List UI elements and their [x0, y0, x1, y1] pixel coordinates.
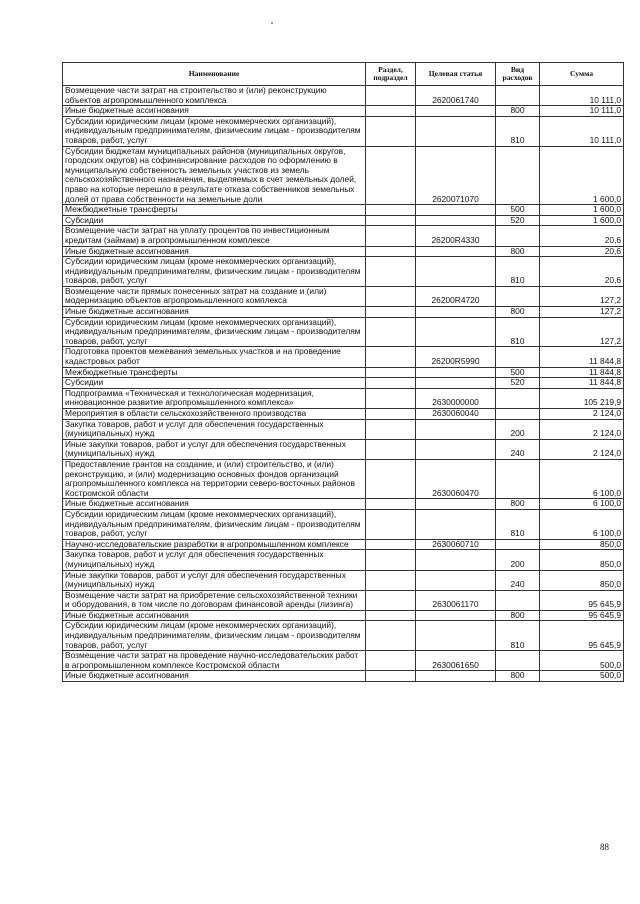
cell-section — [366, 388, 416, 408]
cell-section — [366, 307, 416, 318]
cell-expense-type — [496, 146, 540, 205]
cell-name: Возмещение части затрат на уплату процентов по инвестиционным кредитам (займам) в агропромышленном комплексе — [63, 226, 366, 246]
cell-section — [366, 246, 416, 257]
cell-expense-type: 500 — [496, 367, 540, 378]
table-row — [63, 439, 624, 459]
cell-target-article: 26200R5990 — [416, 347, 496, 367]
cell-section — [366, 409, 416, 420]
cell-amount: 6 100,0 — [540, 509, 624, 539]
table-row — [63, 317, 624, 347]
table-row — [63, 590, 624, 610]
cell-name: Иные бюджетные ассигнования — [63, 610, 366, 621]
table-body — [63, 86, 624, 682]
cell-expense-type: 810 — [496, 257, 540, 287]
cell-section — [366, 610, 416, 621]
cell-target-article — [416, 246, 496, 257]
table-row — [63, 539, 624, 550]
table-row — [63, 610, 624, 621]
table-row — [63, 205, 624, 216]
cell-target-article — [416, 205, 496, 216]
cell-name: Субсидии юридическим лицам (кроме некоммерческих организаций), индивидуальным предпринимателям, физическим лицам - производителям товаров, работ, услуг — [63, 317, 366, 347]
table-row — [63, 146, 624, 205]
cell-target-article — [416, 116, 496, 146]
cell-name: Иные бюджетные ассигнования — [63, 307, 366, 318]
header-expense-type: Вид расходов — [496, 63, 540, 86]
cell-amount: 2 124,0 — [540, 419, 624, 439]
cell-section — [366, 226, 416, 246]
cell-expense-type: 520 — [496, 378, 540, 389]
cell-amount: 127,2 — [540, 307, 624, 318]
cell-section — [366, 459, 416, 498]
cell-expense-type: 240 — [496, 570, 540, 590]
cell-amount: 127,2 — [540, 317, 624, 347]
cell-target-article: 2630060710 — [416, 539, 496, 550]
table-row — [63, 307, 624, 318]
cell-amount: 500,0 — [540, 671, 624, 682]
cell-section — [366, 215, 416, 226]
cell-expense-type: 200 — [496, 550, 540, 570]
cell-expense-type — [496, 459, 540, 498]
cell-target-article: 2630060470 — [416, 459, 496, 498]
cell-name: Межбюджетные трансферты — [63, 205, 366, 216]
cell-name: Субсидии бюджетам муниципальных районов (муниципальных округов, городских округов) на софинансирование расходов по оформлению в муниципальную собственность земельных участков из земель сельскохозяйственного назначения, выделяемых в счет земельных долей, право на которые перешло в результате отказа собственников земельных долей от права собственности на земельные доли — [63, 146, 366, 205]
cell-amount: 2 124,0 — [540, 439, 624, 459]
cell-name: Научно-исследовательские разработки в агропромышленном комплексе — [63, 539, 366, 550]
cell-section — [366, 439, 416, 459]
table-row — [63, 671, 624, 682]
table-row — [63, 509, 624, 539]
cell-name: Иные бюджетные ассигнования — [63, 106, 366, 117]
table-row — [63, 651, 624, 671]
cell-target-article: 2630061650 — [416, 651, 496, 671]
cell-name: Субсидии юридическим лицам (кроме некоммерческих организаций), индивидуальным предпринимателям, физическим лицам - производителям товаров, работ, услуг — [63, 257, 366, 287]
cell-amount: 1 600,0 — [540, 215, 624, 226]
cell-section — [366, 146, 416, 205]
cell-section — [366, 651, 416, 671]
cell-name: Субсидии — [63, 215, 366, 226]
table-row — [63, 378, 624, 389]
cell-target-article — [416, 257, 496, 287]
table-row — [63, 367, 624, 378]
cell-target-article — [416, 550, 496, 570]
cell-amount: 1 600,0 — [540, 205, 624, 216]
cell-target-article — [416, 106, 496, 117]
cell-target-article: 2630000000 — [416, 388, 496, 408]
cell-section — [366, 106, 416, 117]
cell-name: Подготовка проектов межевания земельных участков и на проведение кадастровых работ — [63, 347, 366, 367]
cell-name: Иные бюджетные ассигнования — [63, 499, 366, 510]
table-row — [63, 286, 624, 306]
cell-section — [366, 378, 416, 389]
cell-name: Закупка товаров, работ и услуг для обеспечения государственных (муниципальных) нужд — [63, 419, 366, 439]
cell-target-article: 2620071070 — [416, 146, 496, 205]
cell-amount: 850,0 — [540, 550, 624, 570]
cell-section — [366, 205, 416, 216]
cell-amount: 10 111,0 — [540, 116, 624, 146]
cell-expense-type — [496, 347, 540, 367]
cell-expense-type — [496, 388, 540, 408]
cell-expense-type — [496, 539, 540, 550]
cell-amount: 127,2 — [540, 286, 624, 306]
cell-amount: 105 219,9 — [540, 388, 624, 408]
cell-expense-type — [496, 86, 540, 106]
table-row — [63, 106, 624, 117]
cell-section — [366, 317, 416, 347]
cell-name: Возмещение части затрат на строительство и (или) реконструкцию объектов агропромышленного комплекса — [63, 86, 366, 106]
table-row — [63, 215, 624, 226]
budget-table — [62, 62, 624, 682]
cell-section — [366, 671, 416, 682]
cell-target-article — [416, 317, 496, 347]
cell-section — [366, 86, 416, 106]
table-header-row — [63, 63, 624, 86]
cell-amount: 20,6 — [540, 246, 624, 257]
cell-target-article: 2630061170 — [416, 590, 496, 610]
cell-expense-type: 800 — [496, 307, 540, 318]
cell-target-article: 2630060040 — [416, 409, 496, 420]
cell-target-article: 26200R4330 — [416, 226, 496, 246]
cell-expense-type — [496, 651, 540, 671]
table-row — [63, 388, 624, 408]
cell-target-article — [416, 671, 496, 682]
cell-expense-type: 800 — [496, 246, 540, 257]
cell-amount: 11 844,8 — [540, 367, 624, 378]
cell-target-article — [416, 419, 496, 439]
header-amount: Сумма — [540, 63, 624, 86]
cell-target-article: 2620061740 — [416, 86, 496, 106]
cell-section — [366, 509, 416, 539]
cell-amount: 850,0 — [540, 539, 624, 550]
table-row — [63, 246, 624, 257]
cell-expense-type — [496, 286, 540, 306]
cell-amount: 95 645,9 — [540, 610, 624, 621]
cell-section — [366, 257, 416, 287]
table-row — [63, 409, 624, 420]
cell-name: Межбюджетные трансферты — [63, 367, 366, 378]
scan-speck — [271, 22, 273, 24]
table-row — [63, 86, 624, 106]
cell-expense-type: 800 — [496, 106, 540, 117]
cell-section — [366, 570, 416, 590]
cell-target-article — [416, 439, 496, 459]
cell-name: Субсидии — [63, 378, 366, 389]
cell-target-article: 26200R4720 — [416, 286, 496, 306]
cell-amount: 500,0 — [540, 651, 624, 671]
cell-target-article — [416, 307, 496, 318]
cell-amount: 6 100,0 — [540, 459, 624, 498]
table-row — [63, 347, 624, 367]
table-row — [63, 621, 624, 651]
cell-amount: 95 645,9 — [540, 590, 624, 610]
cell-expense-type: 800 — [496, 610, 540, 621]
cell-name: Возмещение части затрат на проведение научно-исследовательских работ в агропромышленном комплексе Костромской области — [63, 651, 366, 671]
cell-expense-type: 800 — [496, 671, 540, 682]
cell-amount: 11 844,8 — [540, 347, 624, 367]
cell-expense-type: 810 — [496, 317, 540, 347]
cell-section — [366, 499, 416, 510]
header-name: Наименование — [63, 63, 366, 86]
cell-target-article — [416, 215, 496, 226]
header-target-article: Целевая статья — [416, 63, 496, 86]
cell-expense-type: 520 — [496, 215, 540, 226]
table-row — [63, 257, 624, 287]
cell-target-article — [416, 367, 496, 378]
cell-amount: 11 844,8 — [540, 378, 624, 389]
cell-name: Иные закупки товаров, работ и услуг для обеспечения государственных (муниципальных) нужд — [63, 439, 366, 459]
cell-amount: 10 111,0 — [540, 86, 624, 106]
cell-section — [366, 590, 416, 610]
page-number: 88 — [600, 842, 609, 852]
cell-name: Возмещение части затрат на приобретение сельскохозяйственной техники и оборудования, в том числе по договорам финансовой аренды (лизинга) — [63, 590, 366, 610]
cell-amount: 6 100,0 — [540, 499, 624, 510]
cell-target-article — [416, 509, 496, 539]
cell-name: Иные бюджетные ассигнования — [63, 246, 366, 257]
cell-expense-type — [496, 226, 540, 246]
cell-target-article — [416, 621, 496, 651]
cell-amount: 95 645,9 — [540, 621, 624, 651]
cell-target-article — [416, 378, 496, 389]
table-row — [63, 116, 624, 146]
cell-amount: 20,6 — [540, 226, 624, 246]
table-row — [63, 550, 624, 570]
cell-name: Подпрограмма «Техническая и технологическая модернизация, инновационное развитие агропромышленного комплекса» — [63, 388, 366, 408]
cell-name: Закупка товаров, работ и услуг для обеспечения государственных (муниципальных) нужд — [63, 550, 366, 570]
cell-section — [366, 539, 416, 550]
table-row — [63, 570, 624, 590]
cell-expense-type: 500 — [496, 205, 540, 216]
cell-section — [366, 419, 416, 439]
cell-section — [366, 367, 416, 378]
cell-expense-type — [496, 409, 540, 420]
cell-target-article — [416, 610, 496, 621]
cell-name: Субсидии юридическим лицам (кроме некоммерческих организаций), индивидуальным предпринимателям, физическим лицам - производителям товаров, работ, услуг — [63, 116, 366, 146]
cell-expense-type: 800 — [496, 499, 540, 510]
cell-name: Субсидии юридическим лицам (кроме некоммерческих организаций), индивидуальным предпринимателям, физическим лицам - производителям товаров, работ, услуг — [63, 509, 366, 539]
cell-amount: 2 124,0 — [540, 409, 624, 420]
cell-section — [366, 116, 416, 146]
cell-amount: 20,6 — [540, 257, 624, 287]
cell-expense-type: 200 — [496, 419, 540, 439]
cell-name: Субсидии юридическим лицам (кроме некоммерческих организаций), индивидуальным предпринимателям, физическим лицам - производителям товаров, работ, услуг — [63, 621, 366, 651]
table-row — [63, 499, 624, 510]
cell-section — [366, 347, 416, 367]
table-row — [63, 459, 624, 498]
cell-expense-type: 810 — [496, 116, 540, 146]
cell-expense-type: 810 — [496, 621, 540, 651]
cell-amount: 850,0 — [540, 570, 624, 590]
cell-name: Иные бюджетные ассигнования — [63, 671, 366, 682]
cell-section — [366, 621, 416, 651]
cell-expense-type — [496, 590, 540, 610]
header-section: Раздел, подраздел — [366, 63, 416, 86]
cell-name: Мероприятия в области сельскохозяйственного производства — [63, 409, 366, 420]
cell-section — [366, 286, 416, 306]
cell-section — [366, 550, 416, 570]
cell-target-article — [416, 570, 496, 590]
cell-amount: 10 111,0 — [540, 106, 624, 117]
cell-name: Возмещение части прямых понесенных затрат на создание и (или) модернизацию объектов агропромышленного комплекса — [63, 286, 366, 306]
cell-amount: 1 600,0 — [540, 146, 624, 205]
cell-expense-type: 810 — [496, 509, 540, 539]
cell-target-article — [416, 499, 496, 510]
table-row — [63, 226, 624, 246]
cell-name: Предоставление грантов на создание, и (или) строительство, и (или) реконструкцию, и (или) модернизацию основных фондов организаций агропромышленного комплекса на территории северо-восточных районов Костромской области — [63, 459, 366, 498]
cell-expense-type: 240 — [496, 439, 540, 459]
table-row — [63, 419, 624, 439]
cell-name: Иные закупки товаров, работ и услуг для обеспечения государственных (муниципальных) нужд — [63, 570, 366, 590]
